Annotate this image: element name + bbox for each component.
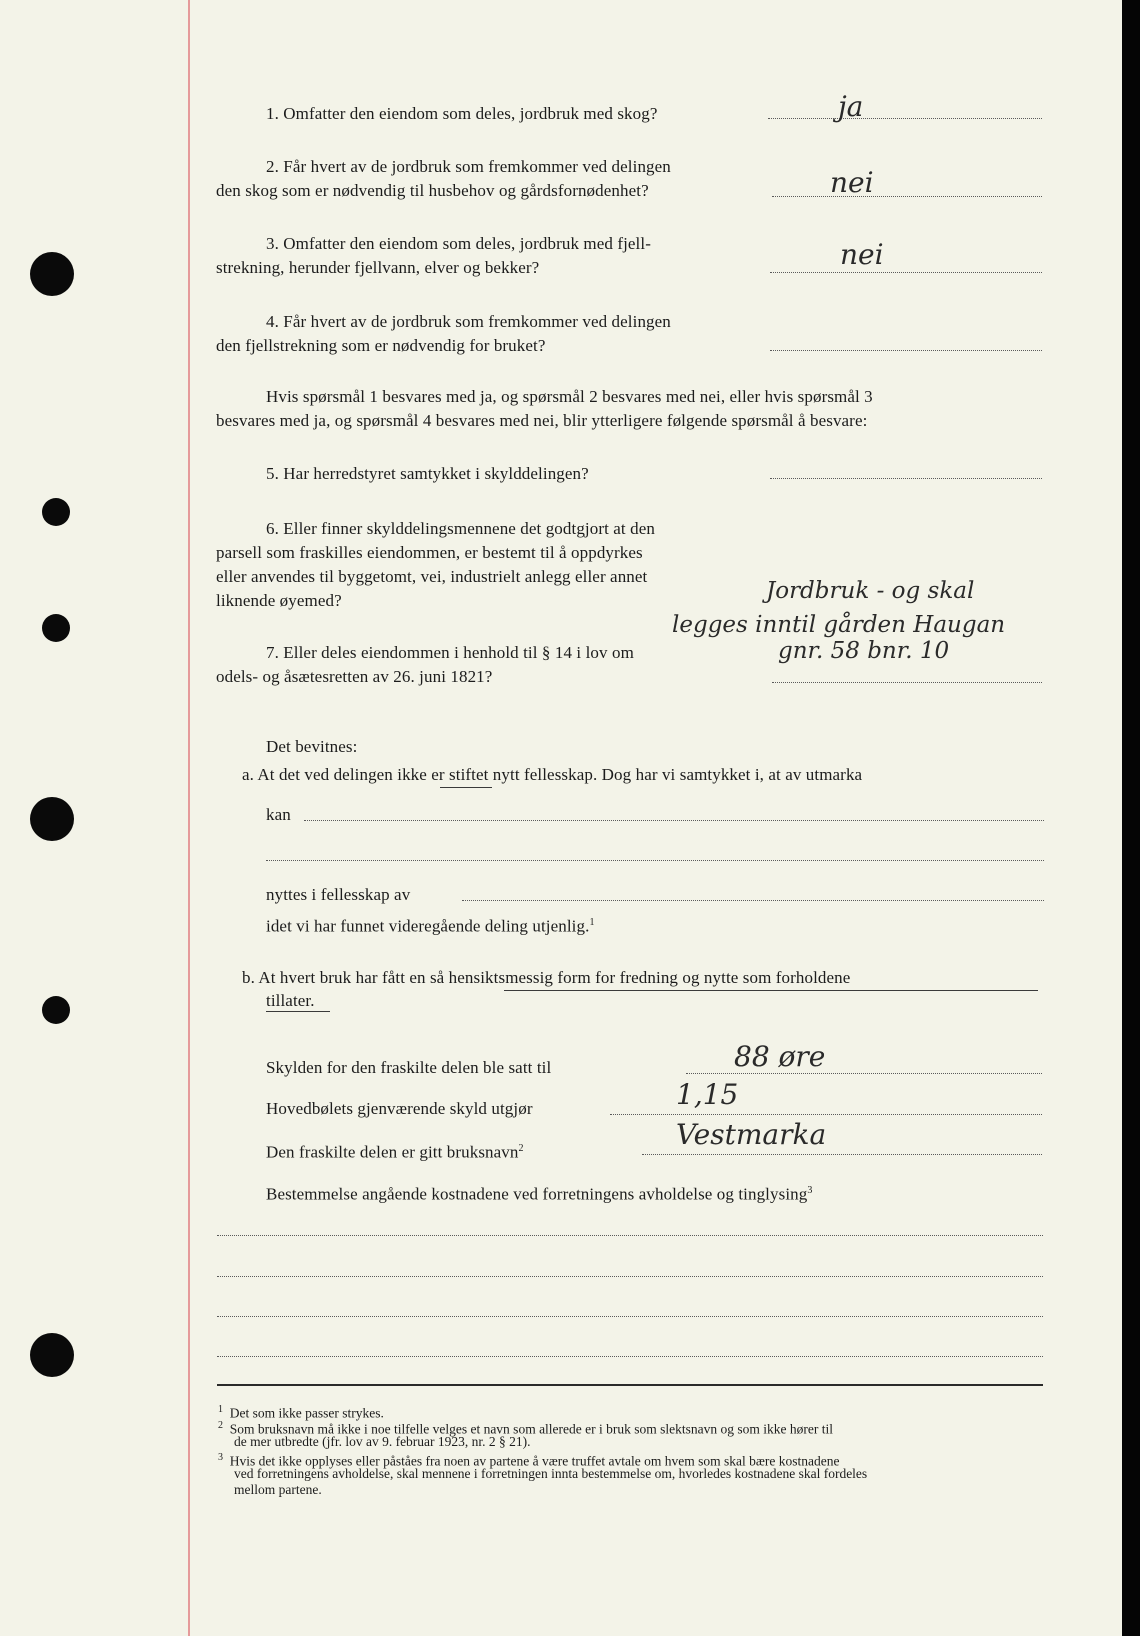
blank-line [217, 1316, 1043, 1317]
bruksnavn-value: Vestmarka [676, 1118, 827, 1151]
skyld-label: Skylden for den fraskilte delen ble satt til [266, 1058, 552, 1077]
footnote-text: Hvis det ikke opplyses eller påståes fra noen av partene å være truffet avtale om hvem som skal bære kostnadene [229, 1453, 840, 1469]
question-6-line-4: liknende øyemed? [216, 591, 342, 610]
question-1: 1. Omfatter den eiendom som deles, jordbruk med skog? [266, 104, 658, 123]
question-7-line-2: odels- og åsætesretten av 26. juni 1821? [216, 667, 493, 686]
question-6-line-3: eller anvendes til byggetomt, vei, industrielt anlegg eller annet [216, 567, 648, 586]
skyld-line [686, 1073, 1042, 1074]
blank-line [217, 1276, 1043, 1277]
ikke-underline [440, 787, 492, 788]
bestemmelse-label [266, 1180, 812, 1206]
punch-hole [30, 1333, 74, 1377]
question-7-line-1: 7. Eller deles eiendommen i henhold til § 14 i lov om [266, 643, 634, 662]
kan-line [304, 820, 1044, 821]
blank-line [217, 1235, 1043, 1236]
b-underline [504, 990, 1038, 991]
answer-6: Jordbruk - og skal [766, 578, 975, 604]
question-4-line-2: den fjellstrekning som er nødvendig for bruket? [216, 336, 546, 355]
question-4-line-1: 4. Får hvert av de jordbruk som fremkommer ved delingen [266, 312, 671, 331]
intro-line-1: Hvis spørsmål 1 besvares med ja, og spørsmål 2 besvares med nei, eller hvis spørsmål 3 [266, 387, 873, 406]
bruksnavn-text: Den fraskilte delen er gitt bruksnavn [266, 1142, 519, 1162]
blank-line [217, 1356, 1043, 1357]
footnote-ref-3: 3 [807, 1185, 813, 1196]
punch-hole [42, 498, 70, 526]
witness-b-line-1: b. At hvert bruk har fått en så hensiktsmessig form for fredning og nytte som forholdene [242, 968, 851, 987]
answer-3: nei [840, 238, 884, 271]
footnote-2-cont: de mer utbredte (jfr. lov av 9. februar 1923, nr. 2 § 21). [234, 1434, 531, 1449]
answer-1: ja [838, 90, 864, 123]
bestemmelse-text: Bestemmelse angående kostnadene ved forretningens avholdelse og tinglysing [266, 1184, 808, 1204]
witness-a-kan: kan [266, 805, 291, 824]
hovedbol-label: Hovedbølets gjenværende skyld utgjør [266, 1099, 533, 1118]
skyld-value: 88 øre [734, 1040, 826, 1073]
punch-hole [42, 614, 70, 642]
tillater-underline [266, 1011, 330, 1012]
witness-a-idet [266, 912, 595, 938]
answer-2: nei [830, 166, 874, 199]
question-2-line-1: 2. Får hvert av de jordbruk som fremkommer ved delingen [266, 157, 671, 176]
answer-7-line-2: gnr. 58 bnr. 10 [778, 638, 950, 664]
question-6-line-2: parsell som fraskilles eiendommen, er bestemt til å oppdyrkes [216, 543, 643, 562]
witness-b-line-2: tillater. [266, 991, 315, 1010]
footnote-text: Som bruksnavn må ikke i noe tilfelle velges et navn som allerede er i bruk som slektsnavn og som ikke hører til [229, 1421, 833, 1437]
punch-hole [30, 252, 74, 296]
answer-line-5 [770, 478, 1042, 479]
answer-line-3 [770, 272, 1042, 273]
nyttes-line [462, 900, 1044, 901]
question-6-line-1: 6. Eller finner skylddelingsmennene det godtgjort at den [266, 519, 655, 538]
footnote-num: 1 [218, 1404, 223, 1415]
answer-line-2 [772, 196, 1042, 197]
hovedbol-line [610, 1114, 1042, 1115]
answer-line-4 [770, 350, 1042, 351]
hovedbol-value: 1,15 [676, 1078, 739, 1111]
question-5: 5. Har herredstyret samtykket i skylddelingen? [266, 464, 589, 483]
footnote-ref-1: 1 [589, 917, 595, 928]
witness-heading: Det bevitnes: [266, 737, 358, 756]
footnote-3-cont: mellom partene. [234, 1482, 322, 1497]
blank-line [266, 860, 1044, 861]
footnote-num: 3 [218, 1452, 223, 1463]
answer-7-line-1: legges inntil gården Haugan [672, 612, 1006, 638]
bruksnavn-line [642, 1154, 1042, 1155]
question-3-line-2: strekning, herunder fjellvann, elver og bekker? [216, 258, 540, 277]
intro-line-2: besvares med ja, og spørsmål 4 besvares med nei, blir ytterligere følgende spørsmål å besvare: [216, 411, 868, 430]
punch-hole [30, 797, 74, 841]
footnote-3-cont: ved forretningens avholdelse, skal mennene i forretningen innta bestemmelse om, hvorledes kostnadene skal fordeles [234, 1466, 868, 1481]
bruksnavn-label [266, 1138, 524, 1164]
margin-line [188, 0, 190, 1636]
punch-hole [42, 996, 70, 1024]
question-3-line-1: 3. Omfatter den eiendom som deles, jordbruk med fjell- [266, 234, 651, 253]
scan-edge [1122, 0, 1140, 1636]
footnote-ref-2: 2 [518, 1143, 524, 1154]
footnote-text: Det som ikke passer strykes. [229, 1405, 384, 1421]
answer-line-7 [772, 682, 1042, 683]
footnote-rule [217, 1384, 1043, 1386]
witness-a-nyttes: nyttes i fellesskap av [266, 885, 411, 904]
question-2-line-2: den skog som er nødvendig til husbehov og gårdsfornødenhet? [216, 181, 649, 200]
witness-a-line-1: a. At det ved delingen ikke er stiftet nytt fellesskap. Dog har vi samtykket i, at av utmarka [242, 765, 863, 784]
answer-line-1 [768, 118, 1042, 119]
footnote-num: 2 [218, 1420, 223, 1431]
idet-text: idet vi har funnet videregående deling utjenlig. [266, 916, 590, 936]
